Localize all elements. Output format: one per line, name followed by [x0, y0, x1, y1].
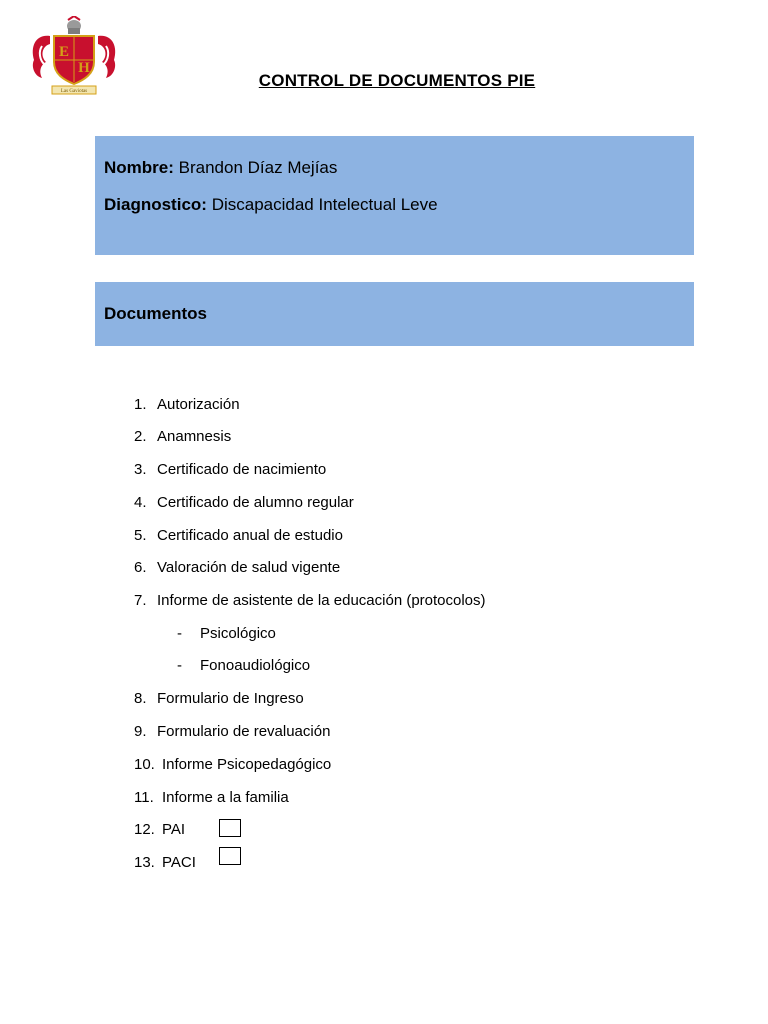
document-title: CONTROL DE DOCUMENTOS PIE: [258, 71, 536, 90]
list-item-label: Informe a la familia: [162, 789, 289, 806]
list-item: [134, 428, 232, 446]
list-item: [134, 821, 186, 839]
pai-checkbox[interactable]: [219, 819, 241, 837]
list-item: [134, 789, 289, 807]
list-item-label: PACI: [162, 854, 196, 871]
list-item: [134, 527, 343, 545]
list-item-label: Valoración de salud vigente: [157, 559, 341, 576]
list-item-label: Certificado anual de estudio: [157, 527, 343, 544]
list-item: [134, 723, 331, 741]
documents-header-box: [95, 282, 694, 346]
sub-item-label: Psicológico: [200, 625, 276, 642]
list-item: [134, 756, 332, 774]
sub-item-label: Fonoaudiológico: [200, 657, 311, 674]
list-item: [134, 494, 354, 512]
list-item-number: 1.: [134, 396, 147, 413]
student-info-box: [95, 136, 694, 255]
list-item: [134, 690, 304, 708]
list-item-label: PAI: [162, 821, 186, 838]
sub-list-item: [177, 625, 276, 643]
list-item-label: Anamnesis: [157, 428, 232, 445]
list-item-number: 9.: [134, 723, 147, 740]
list-item-label: Certificado de nacimiento: [157, 461, 327, 478]
list-item-number: 5.: [134, 527, 147, 544]
paci-checkbox[interactable]: [219, 847, 241, 865]
list-item-number: 7.: [134, 592, 147, 609]
list-item: [134, 396, 240, 414]
list-item-number: 13.: [134, 854, 155, 871]
list-item-label: Informe Psicopedagógico: [162, 756, 332, 773]
sub-item-bullet: -: [177, 625, 182, 642]
list-item-label: Certificado de alumno regular: [157, 494, 354, 511]
list-item-label: Autorización: [157, 396, 240, 413]
list-item-label: Formulario de revaluación: [157, 723, 331, 740]
student-name-line: [104, 158, 337, 178]
crest-banner-text: Las Gaviotas: [60, 89, 88, 94]
list-item-number: 3.: [134, 461, 147, 478]
list-item: [134, 461, 327, 479]
list-item: [134, 854, 196, 872]
list-item-label: Formulario de Ingreso: [157, 690, 304, 707]
list-item-number: 11.: [134, 789, 154, 806]
list-item-number: 2.: [134, 428, 147, 445]
list-item-number: 12.: [134, 821, 155, 838]
sub-item-bullet: -: [177, 657, 182, 674]
list-item-label: Informe de asistente de la educación (protocolos): [157, 592, 486, 609]
list-item-number: 6.: [134, 559, 147, 576]
list-item: [134, 592, 486, 610]
sub-list-item: [177, 657, 311, 675]
crest-initial-right: H: [78, 60, 90, 76]
diagnosis-label: Diagnostico:: [104, 195, 207, 214]
name-value: Brandon Díaz Mejías: [178, 158, 338, 177]
diagnosis-value: Discapacidad Intelectual Leve: [211, 195, 438, 214]
name-label: Nombre:: [104, 158, 174, 177]
list-item-number: 8.: [134, 690, 147, 707]
documents-heading: Documentos: [104, 304, 207, 323]
list-item: [134, 559, 341, 577]
crest-initial-left: E: [58, 44, 70, 60]
diagnosis-line: [104, 195, 438, 215]
list-item-number: 4.: [134, 494, 147, 511]
list-item-number: 10.: [134, 756, 155, 773]
